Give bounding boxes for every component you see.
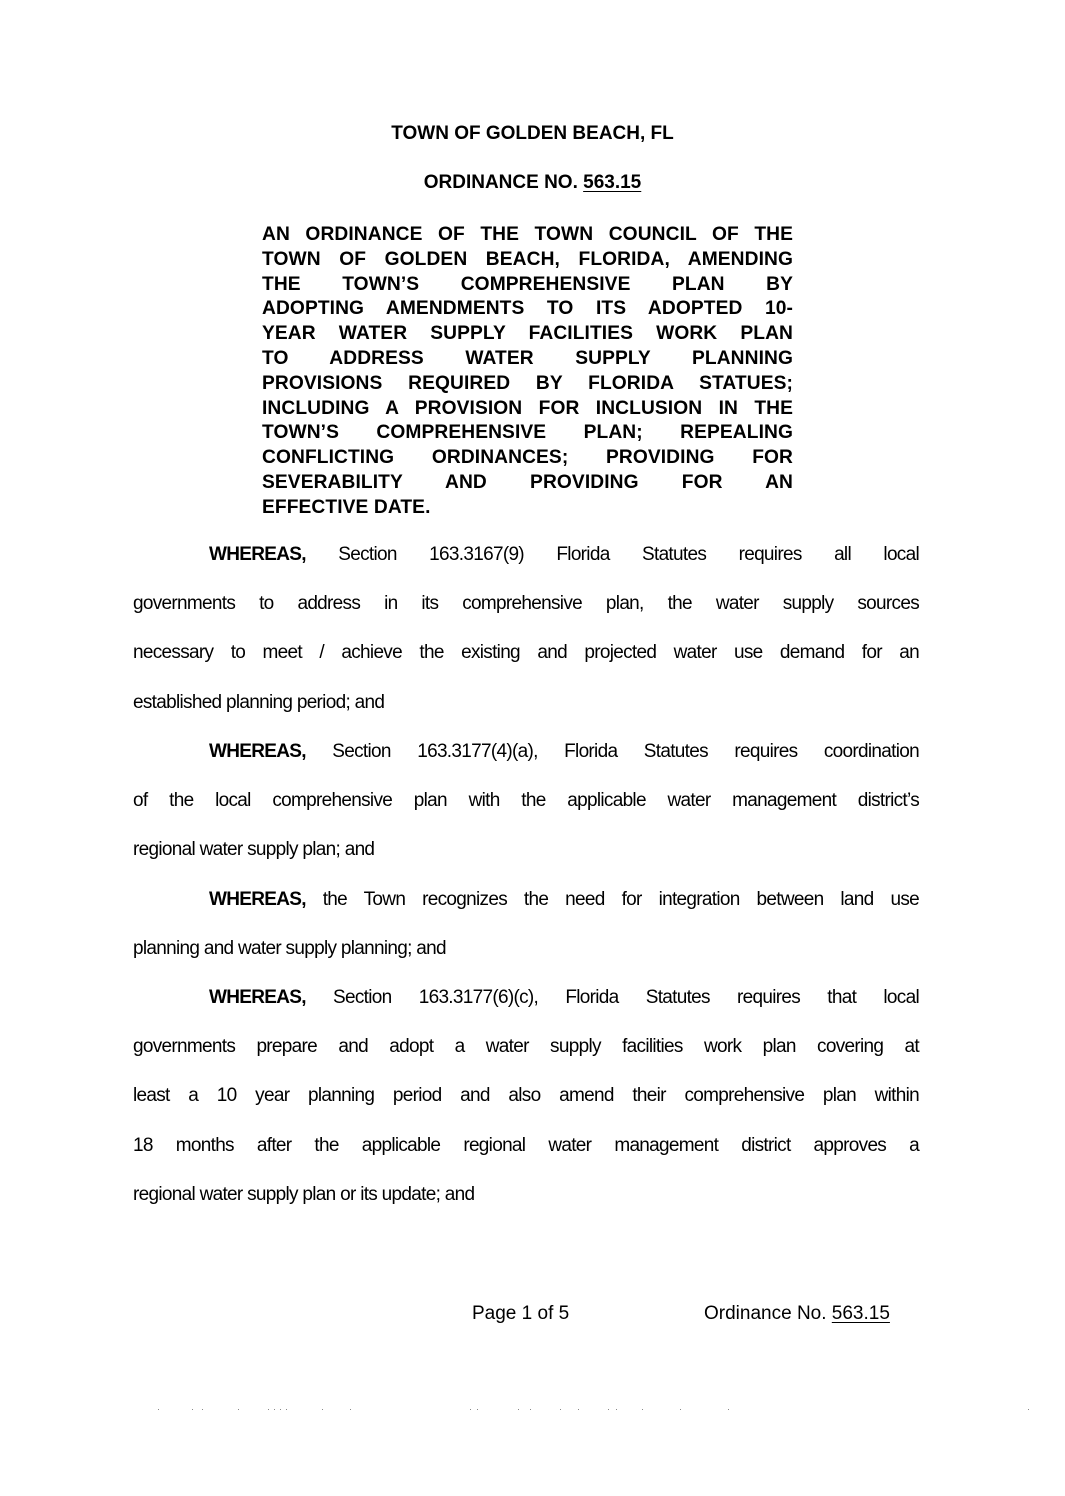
page-number: Page 1 of 5 — [472, 1303, 570, 1324]
paragraph-line — [133, 985, 919, 1034]
caption-line: CONFLICTING ORDINANCES; PROVIDING FOR — [262, 447, 793, 469]
paragraph-text: the Town recognizes the need for integration between land use — [305, 889, 919, 910]
paragraph-line — [133, 542, 919, 591]
whereas-label: WHEREAS, — [209, 889, 306, 910]
ordinance-caption — [262, 223, 793, 521]
caption-line: PROVISIONS REQUIRED BY FLORIDA STATUES; — [262, 372, 793, 394]
ordinance-prefix: ORDINANCE NO. — [423, 172, 584, 193]
paragraph-line — [133, 739, 919, 788]
paragraph-line: established planning period; and — [133, 691, 385, 713]
paragraph-text: Section 163.3177(4)(a), Florida Statutes requires coordination — [305, 741, 919, 762]
footer-ordinance-prefix: Ordinance No. — [704, 1303, 832, 1324]
ordinance-heading — [0, 172, 1065, 194]
caption-line: ADOPTING AMENDMENTS TO ITS ADOPTED 10- — [262, 298, 793, 320]
caption-line: TOWN’S COMPREHENSIVE PLAN; REPEALING — [262, 422, 793, 444]
whereas-label: WHEREAS, — [209, 544, 306, 565]
paragraph-line: 18 months after the applicable regional water management district approves a — [133, 1134, 919, 1156]
caption-line: EFFECTIVE DATE. — [262, 496, 431, 518]
paragraph-text: Section 163.3177(6)(c), Florida Statutes requires that local — [305, 987, 919, 1008]
paragraph-line: regional water supply plan or its update; and — [133, 1183, 475, 1205]
paragraph-line: of the local comprehensive plan with the applicable water management district’s — [133, 790, 919, 812]
caption-line: SEVERABILITY AND PROVIDING FOR AN — [262, 471, 793, 493]
caption-line: YEAR WATER SUPPLY FACILITIES WORK PLAN — [262, 323, 793, 345]
caption-line: TOWN OF GOLDEN BEACH, FLORIDA, AMENDING — [262, 248, 793, 270]
paragraph-line — [133, 887, 919, 936]
paragraph-line: least a 10 year planning period and also amend their comprehensive plan within — [133, 1085, 919, 1107]
caption-line: INCLUDING A PROVISION FOR INCLUSION IN THE — [262, 397, 793, 419]
footer-ordinance — [704, 1303, 890, 1325]
paragraph-line: governments to address in its comprehensive plan, the water supply sources — [133, 593, 919, 615]
whereas-label: WHEREAS, — [209, 987, 306, 1008]
paragraph-line: necessary to meet / achieve the existing and projected water use demand for an — [133, 642, 919, 664]
whereas-paragraph-2 — [133, 739, 919, 887]
scan-noise — [140, 1408, 1030, 1412]
paragraph-line: regional water supply plan; and — [133, 839, 375, 861]
whereas-label: WHEREAS, — [209, 741, 306, 762]
caption-line: THE TOWN’S COMPREHENSIVE PLAN BY — [262, 273, 793, 295]
paragraph-line: governments prepare and adopt a water supply facilities work plan covering at — [133, 1036, 919, 1058]
caption-line: TO ADDRESS WATER SUPPLY PLANNING — [262, 347, 793, 369]
caption-line: AN ORDINANCE OF THE TOWN COUNCIL OF THE — [262, 224, 793, 245]
paragraph-text: Section 163.3167(9) Florida Statutes requires all local — [305, 544, 919, 565]
ordinance-number: 563.15 — [583, 172, 642, 193]
footer-ordinance-number: 563.15 — [831, 1303, 890, 1324]
whereas-paragraph-1 — [133, 542, 919, 739]
whereas-paragraph-3 — [133, 887, 919, 985]
whereas-paragraph-4 — [133, 985, 919, 1231]
paragraph-line: planning and water supply planning; and — [133, 938, 446, 960]
document-title: TOWN OF GOLDEN BEACH, FL — [391, 123, 674, 144]
